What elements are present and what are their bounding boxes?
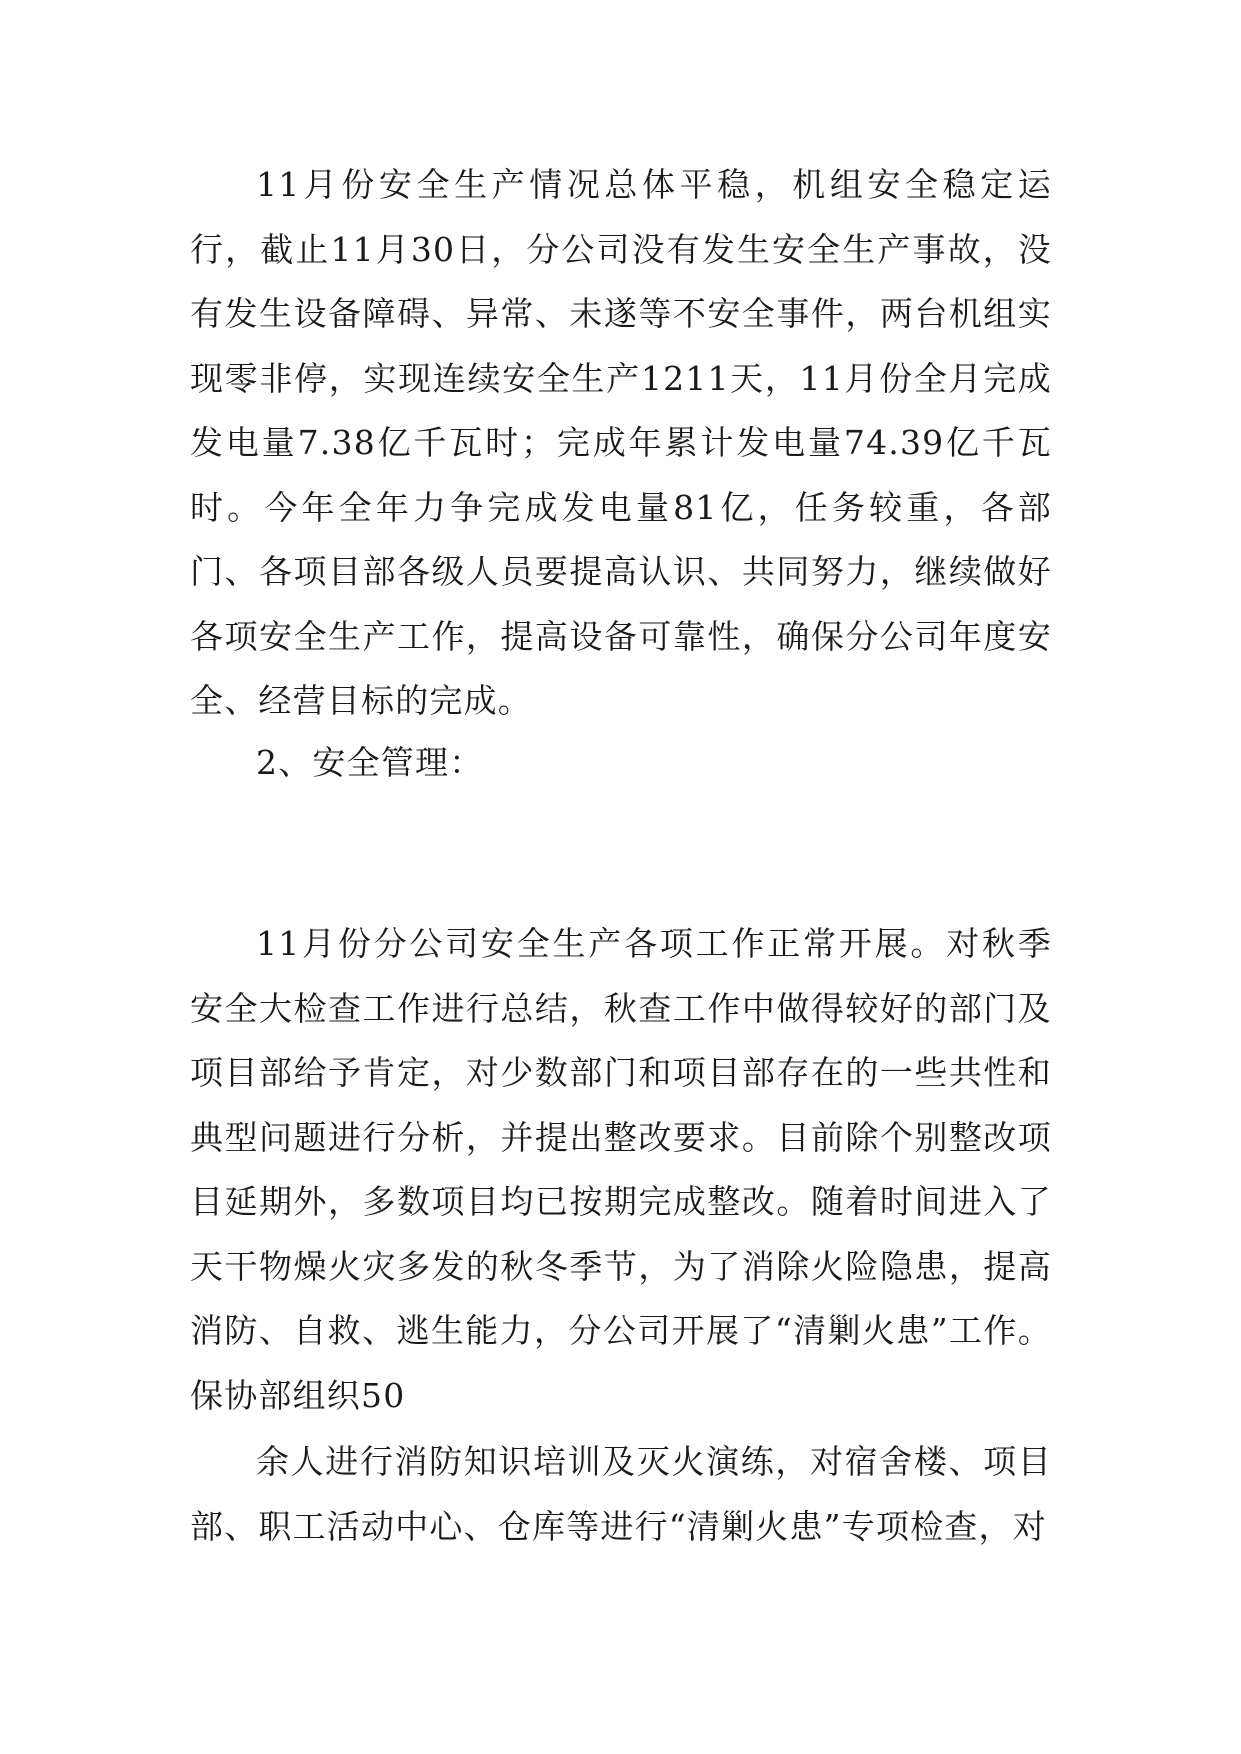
section-heading-safety-management: 2、安全管理： [256,743,484,782]
paragraph-fire-inspection: 余人进行消防知识培训及灭火演练，对宿舍楼、项目部、职工活动中心、仓库等进行“清剿火患”专项检查，对 [190,1442,1052,1546]
paragraph-safety-management: 11月份分公司安全生产各项工作正常开展。对秋季安全大检查工作进行总结，秋查工作中做得较好的部门及项目部给予肯定，对少数部门和项目部存在的一些共性和典型问题进行分析，并提出整改要求。目前除个别整改项目延期外，多数项目均已按期完成整改。随着时间进入了天干物燥火灾多发的秋冬季节，为了消除火险隐患，提高消防、自救、逃生能力，分公司开展了“清剿火患”工作。保协部组织50 [190,924,1052,1415]
paragraph-production-summary: 11月份安全生产情况总体平稳，机组安全稳定运行，截止11月30日，分公司没有发生安全生产事故，没有发生设备障碍、异常、未遂等不安全事件，两台机组实现零非停，实现连续安全生产1211天，11月份全月完成发电量7.38亿千瓦时；完成年累计发电量74.39亿千瓦时。今年全年力争完成发电量81亿，任务较重，各部门、各项目部各级人员要提高认识、共同努力，继续做好各项安全生产工作，提高设备可靠性，确保分公司年度安全、经营目标的完成。 [190,165,1052,720]
